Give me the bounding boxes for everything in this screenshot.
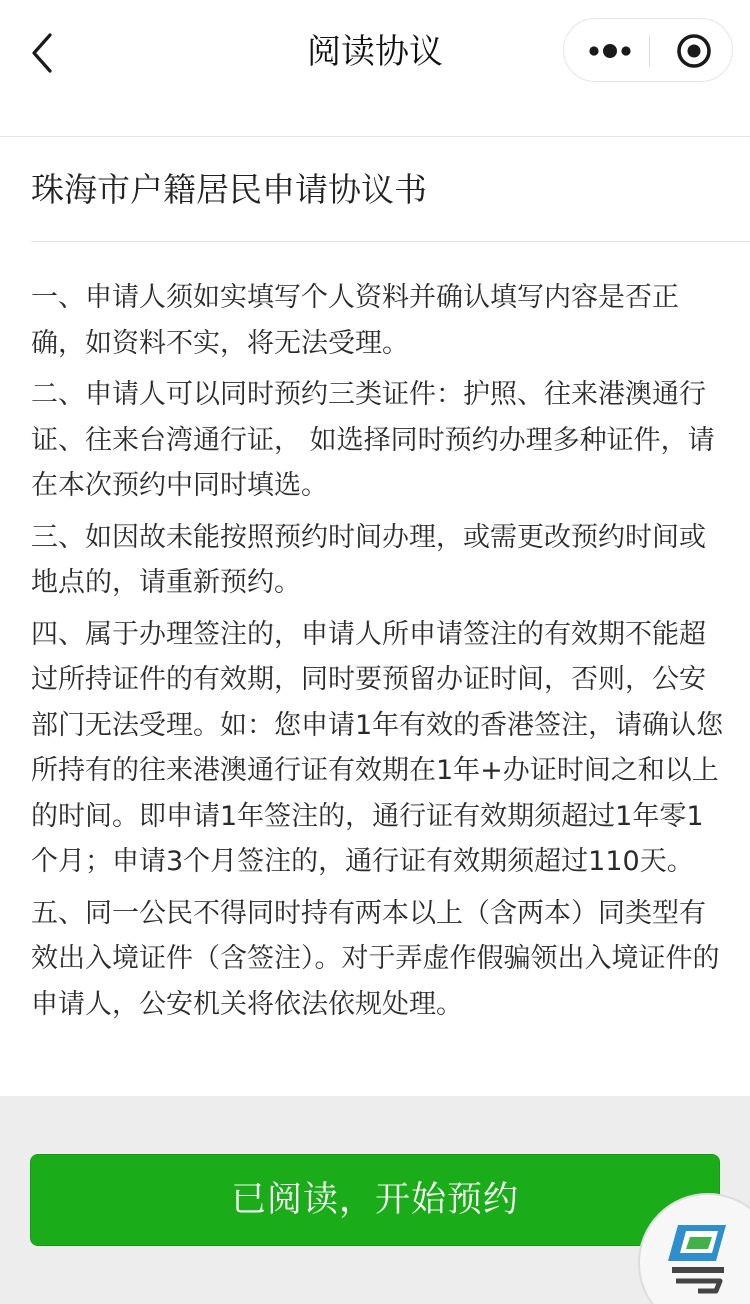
- title-divider: [31, 241, 750, 242]
- miniprogram-capsule: [563, 18, 733, 82]
- agreement-title: 珠海市户籍居民申请协议书: [31, 170, 427, 209]
- capsule-divider: [649, 35, 650, 67]
- agreement-clauses: [31, 275, 727, 1033]
- clause-5: 五、同一公民不得同时持有两本以上（含两本）同类型有效出入境证件（含签注）。对于弄虚作假骗领出入境证件的申请人，公安机关将依法依规处理。: [31, 897, 720, 1020]
- clause-4: 四、属于办理签注的，申请人所申请签注的有效期不能超过所持证件的有效期，同时要预留办证时间，否则，公安部门无法受理。如：您申请1年有效的香港签注，请确认您所持有的往来港澳通行证有效期在1年+办证时间之和以上的时间。即申请1年签注的，通行证有效期须超过1年零1个月；申请3个月签注的，通行证有效期须超过110天。: [31, 618, 724, 877]
- clause-2: 二、申请人可以同时预约三类证件：护照、往来港澳通行证、往来台湾通行证， 如选择同时预约办理多种证件，请在本次预约中同时填选。: [31, 379, 715, 501]
- app-logo-icon: [668, 1221, 750, 1301]
- target-circle-icon: [656, 19, 726, 83]
- more-button[interactable]: [572, 19, 648, 83]
- navigation-bar: [0, 0, 750, 137]
- chevron-left-icon: [18, 28, 68, 78]
- clause-1: 一、申请人须如实填写个人资料并确认填写内容是否正确，如资料不实，将无法受理。: [31, 282, 679, 359]
- page-title: 阅读协议: [307, 32, 443, 72]
- back-button[interactable]: [18, 28, 68, 78]
- clause-3: 三、如因故未能按照预约时间办理，或需更改预约时间或地点的，请重新预约。: [31, 521, 706, 598]
- close-miniprogram-button[interactable]: [656, 19, 726, 83]
- start-reservation-button[interactable]: 已阅读，开始预约: [30, 1154, 720, 1246]
- more-dots-icon: [572, 19, 648, 83]
